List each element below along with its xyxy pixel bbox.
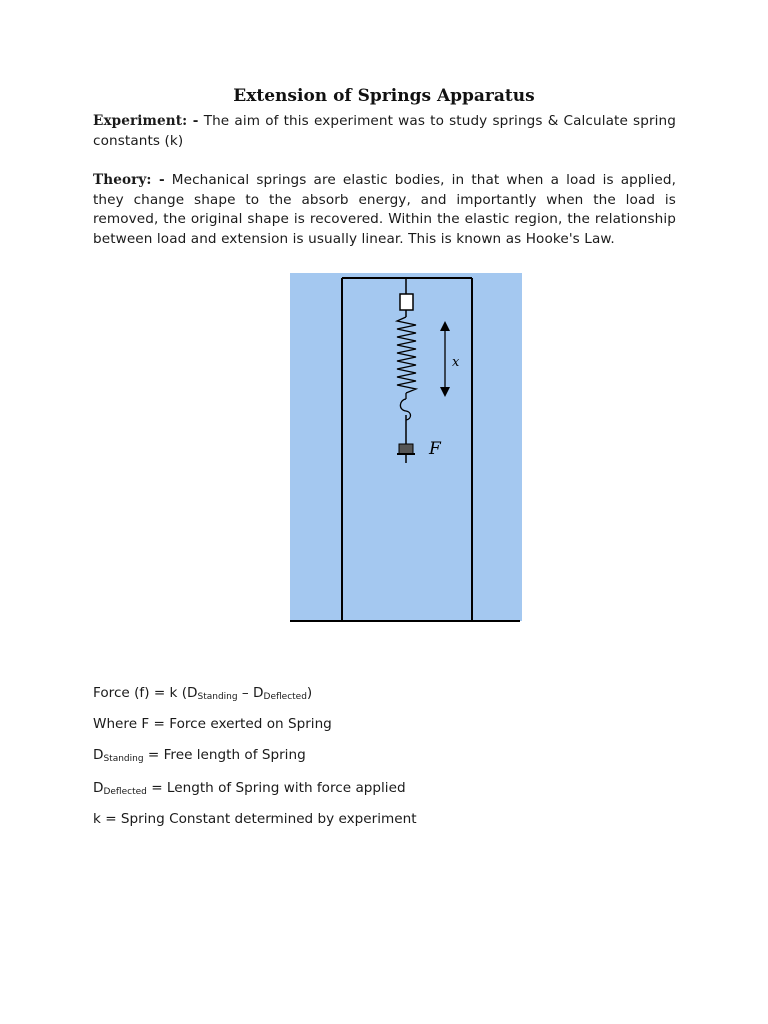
force-equation-middle: – D — [237, 685, 264, 701]
deflected-definition — [93, 779, 406, 801]
weight-block — [399, 444, 413, 454]
where-definition: Where F = Force exerted on Spring — [93, 716, 332, 732]
spring-diagram — [290, 273, 525, 625]
force-equation-sub-deflected: Deflected — [263, 692, 307, 702]
experiment-text: The aim of this experiment was to study springs & Calculate spring constants (k) — [93, 113, 676, 149]
extension-label: x — [452, 355, 460, 370]
page-title: Extension of Springs Apparatus — [233, 86, 535, 106]
k-definition: k = Spring Constant determined by experiment — [93, 811, 417, 827]
deflected-sub: Deflected — [103, 787, 147, 797]
deflected-text: = Length of Spring with force applied — [146, 780, 406, 796]
standing-text: = Free length of Spring — [143, 747, 306, 763]
force-equation-suffix: ) — [306, 685, 313, 701]
theory-text: Mechanical springs are elastic bodies, in that when a load is applied, they change shape to the absorb energy, and importantly when the load is removed, the original shape is recovered. Within the elastic region, the relationship between load and extension is usually linear. This is known as Hooke's Law. — [93, 172, 676, 247]
standing-d: D — [93, 747, 104, 763]
theory-label: Theory: - — [93, 172, 165, 188]
theory-paragraph — [93, 171, 676, 249]
experiment-paragraph — [93, 112, 676, 151]
spring-apparatus-figure — [290, 273, 525, 625]
standing-sub: Standing — [103, 754, 144, 764]
deflected-d: D — [93, 780, 104, 796]
force-equation — [93, 684, 312, 706]
experiment-label: Experiment: - — [93, 113, 199, 129]
force-equation-sub-standing: Standing — [197, 692, 238, 702]
force-label: F — [429, 439, 441, 459]
spring-clamp — [400, 294, 413, 310]
force-equation-prefix: Force (f) = k (D — [93, 685, 198, 701]
standing-definition — [93, 746, 306, 768]
